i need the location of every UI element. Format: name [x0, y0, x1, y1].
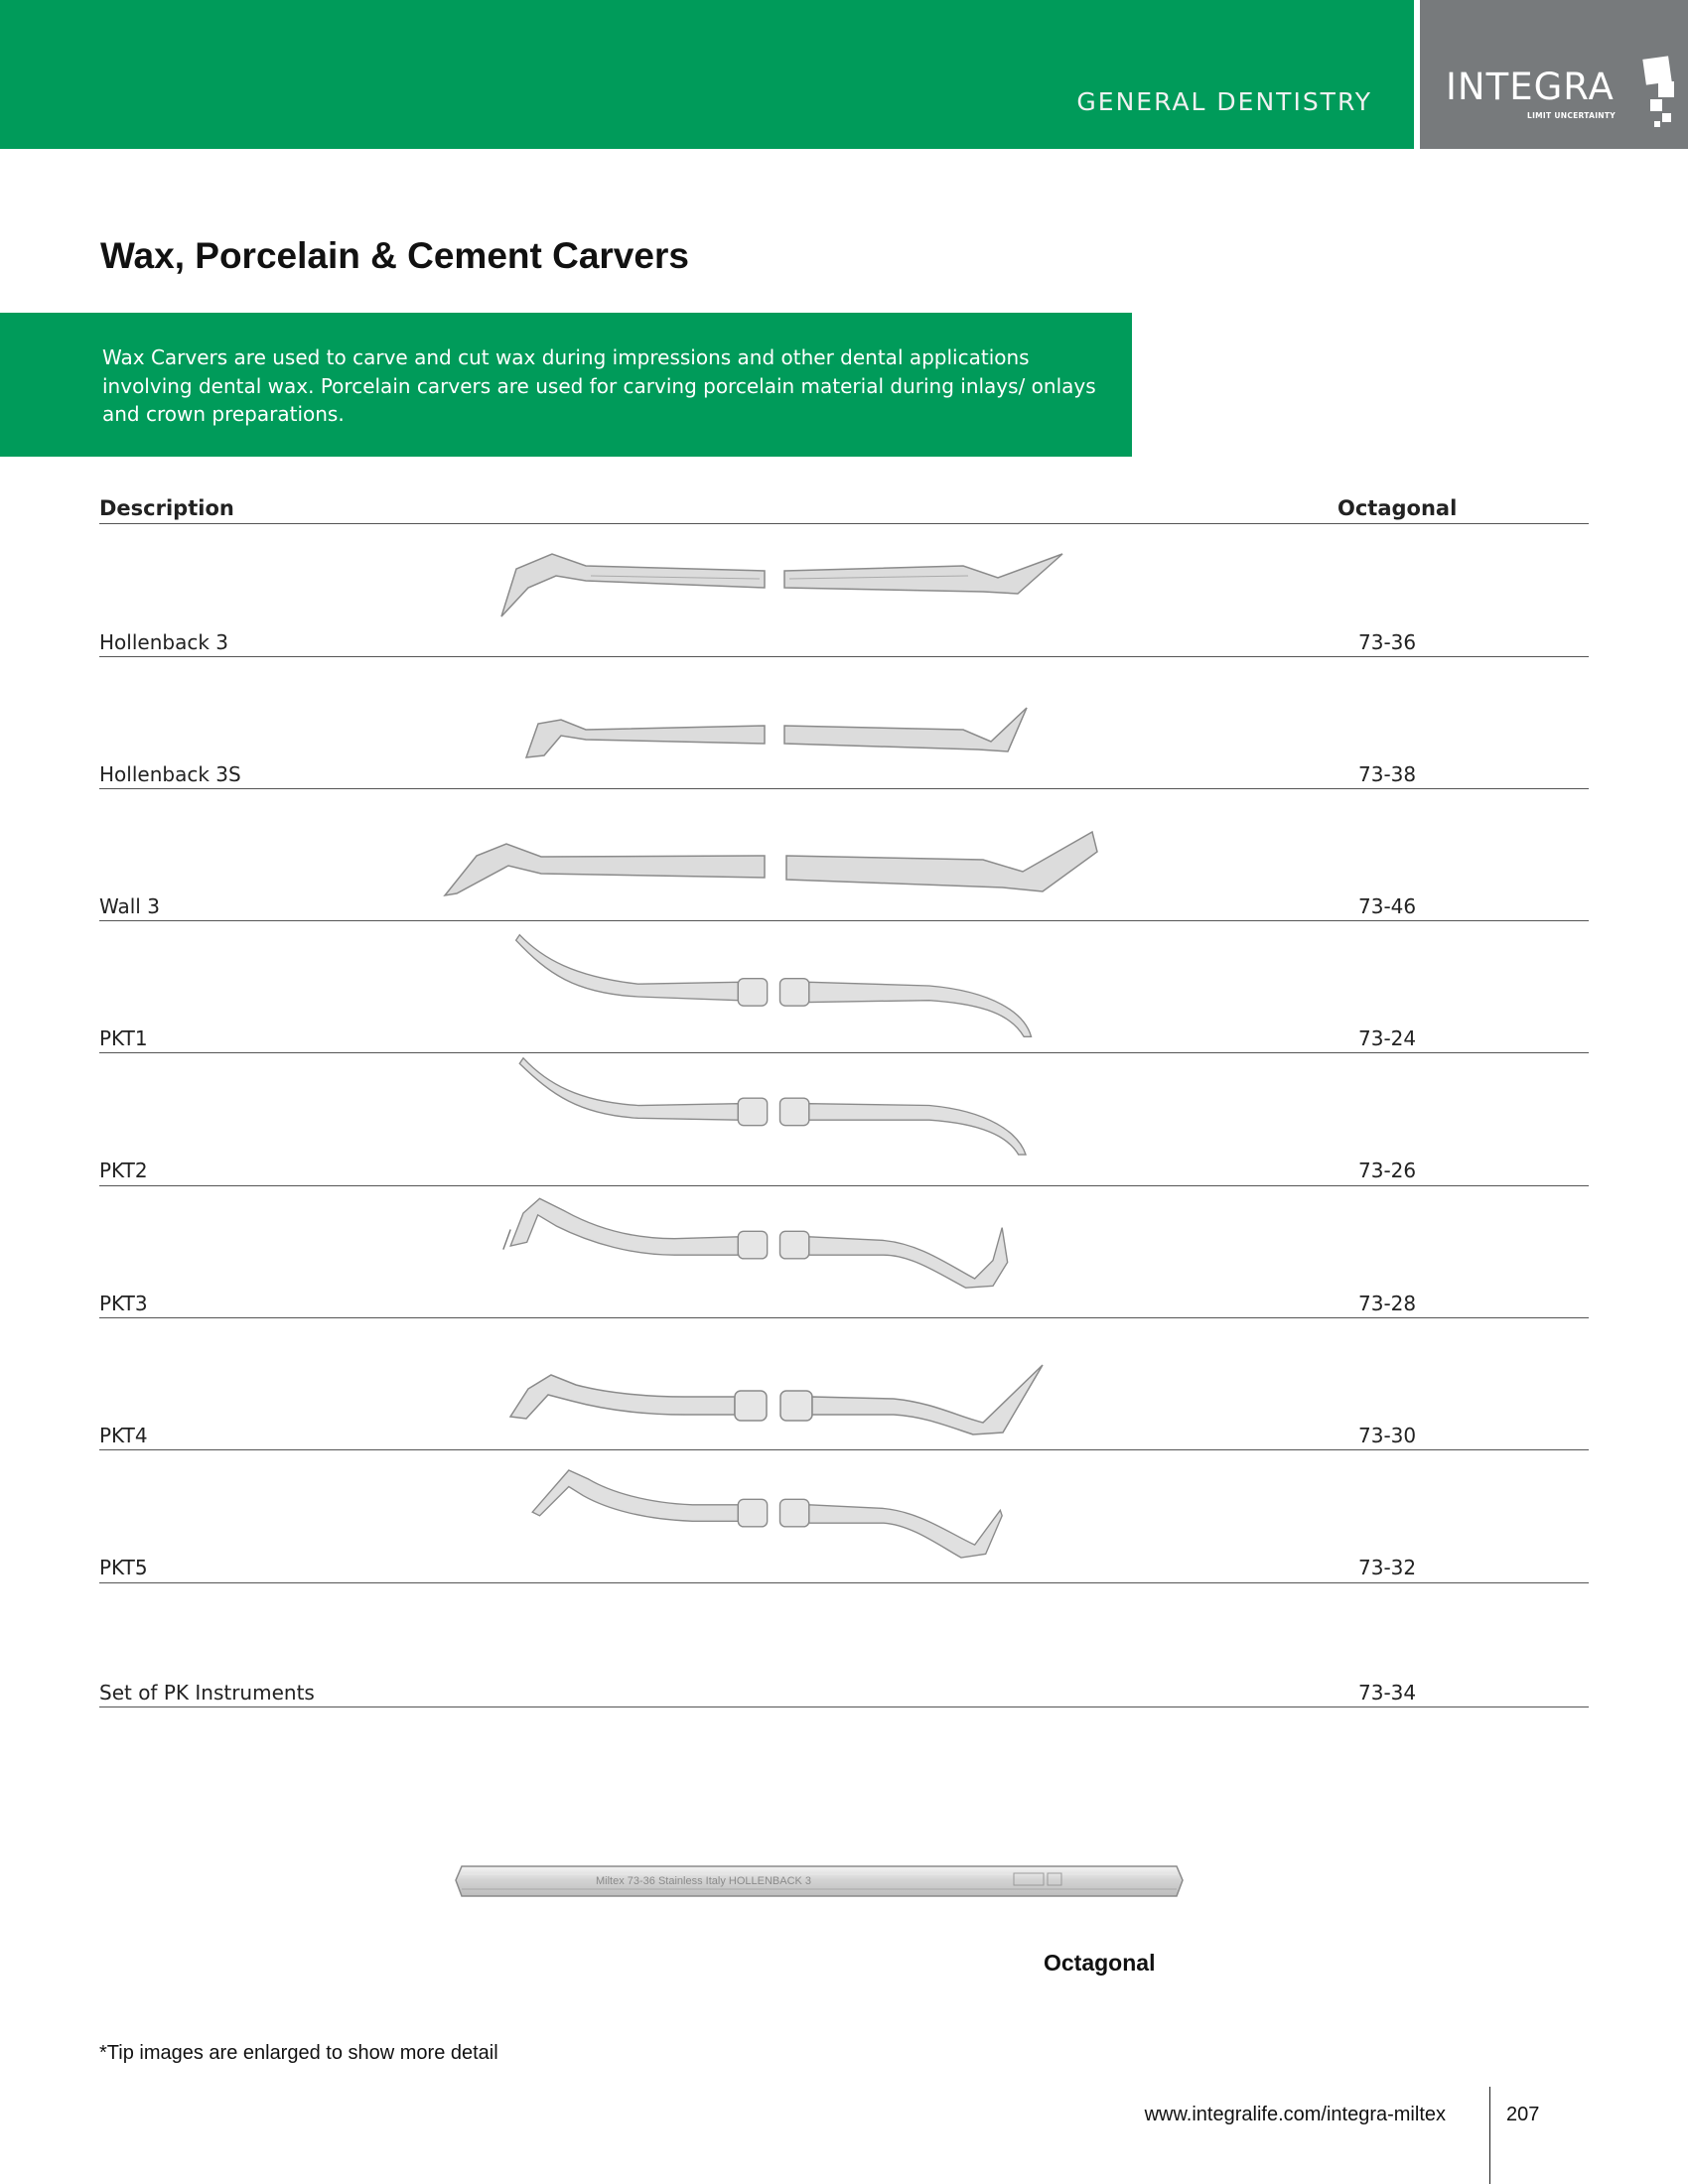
row-code: 73-26 [1358, 1159, 1417, 1182]
row-description: PKT1 [99, 1026, 148, 1050]
row-rule [99, 1449, 1589, 1450]
row-code: 73-32 [1358, 1556, 1417, 1579]
row-code: 73-34 [1358, 1681, 1417, 1705]
pkt5-instrument-image [427, 1459, 1122, 1569]
hollenback-3s-instrument-image [427, 681, 1122, 790]
footnote: *Tip images are enlarged to show more detail [99, 2042, 498, 2064]
handle-engraving: Miltex 73-36 Stainless Italy HOLLENBACK 3 [596, 1875, 812, 1887]
row-rule [99, 656, 1589, 657]
row-description: Hollenback 3S [99, 762, 241, 786]
pkt3-instrument-image [427, 1191, 1122, 1300]
row-code: 73-46 [1358, 894, 1417, 918]
pkt2-instrument-image [427, 1056, 1122, 1165]
row-rule [99, 1317, 1589, 1318]
page-number: 207 [1506, 2104, 1540, 2125]
page-title: Wax, Porcelain & Cement Carvers [100, 235, 689, 276]
row-code: 73-38 [1358, 762, 1417, 786]
row-description: PKT3 [99, 1292, 148, 1315]
handle-label: Octagonal [1044, 1950, 1156, 1976]
hollenback-3-instrument-image [427, 514, 1122, 623]
row-rule [99, 1706, 1589, 1707]
section-title: GENERAL DENTISTRY [1076, 87, 1372, 116]
row-rule [99, 1185, 1589, 1186]
row-rule [99, 788, 1589, 789]
row-rule [99, 1582, 1589, 1583]
wall-3-instrument-image [427, 809, 1122, 918]
row-description: Hollenback 3 [99, 630, 228, 654]
brand-logo [1420, 0, 1688, 149]
octagonal-handle-image [452, 1856, 1187, 1916]
row-code: 73-28 [1358, 1292, 1417, 1315]
brand-tagline: LIMIT UNCERTAINTY [1527, 111, 1617, 120]
column-header-description: Description [99, 496, 234, 520]
header-band [0, 0, 1414, 149]
row-code: 73-30 [1358, 1424, 1417, 1447]
logo-squares-icon [1628, 56, 1676, 131]
row-code: 73-36 [1358, 630, 1417, 654]
row-description: PKT2 [99, 1159, 148, 1182]
row-description: Wall 3 [99, 894, 160, 918]
column-header-octagonal: Octagonal [1337, 496, 1458, 520]
intro-text: Wax Carvers are used to carve and cut wax during impressions and other dental applications involving dental wax. Porcelain carvers are used for carving porcelain material during inlays/ onlays and crown preparations. [102, 345, 1096, 426]
footer-divider [1489, 2087, 1490, 2184]
row-rule [99, 920, 1589, 921]
row-description: Set of PK Instruments [99, 1681, 315, 1705]
footer-url[interactable]: www.integralife.com/integra-miltex [1144, 2104, 1446, 2125]
row-code: 73-24 [1358, 1026, 1417, 1050]
row-description: PKT5 [99, 1556, 148, 1579]
row-rule [99, 1052, 1589, 1053]
pkt4-instrument-image [427, 1345, 1122, 1454]
row-description: PKT4 [99, 1424, 148, 1447]
brand-name: INTEGRA [1446, 66, 1615, 108]
pkt1-instrument-image [427, 931, 1122, 1040]
